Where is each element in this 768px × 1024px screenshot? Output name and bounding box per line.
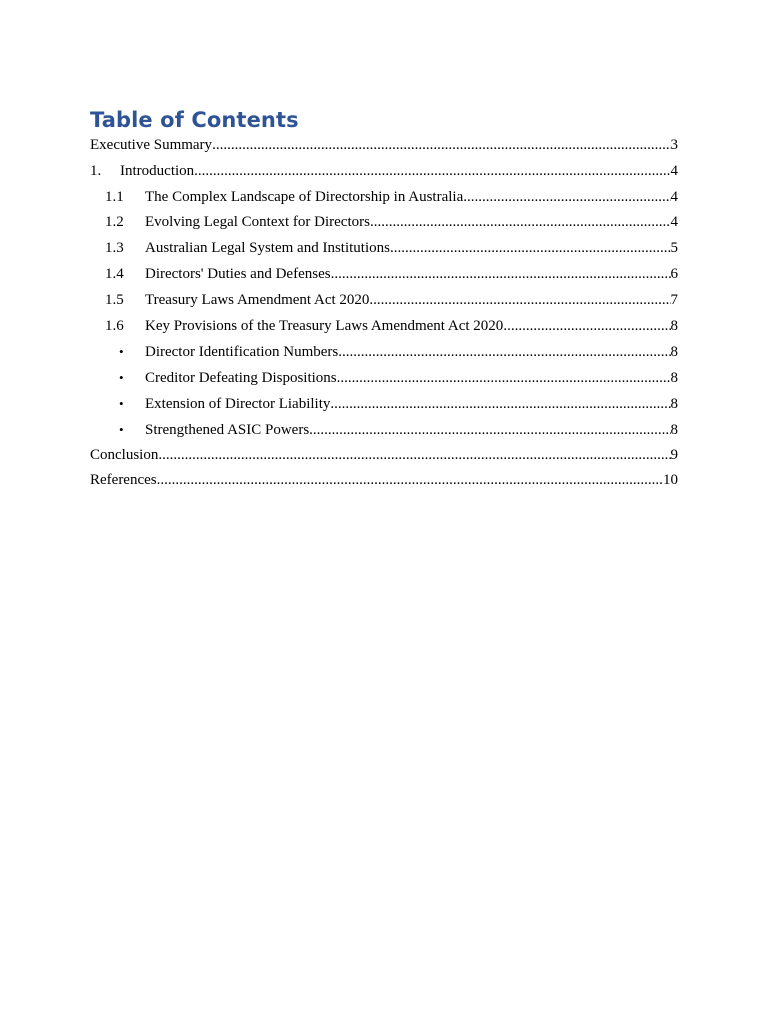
- toc-entry-number: 1.5: [105, 291, 124, 308]
- toc-entry-page-number: 8: [670, 370, 678, 387]
- toc-entry-page-number: 8: [670, 395, 678, 412]
- toc-entry-label: Key Provisions of the Treasury Laws Amendment Act 2020: [145, 317, 504, 334]
- toc-entry[interactable]: [90, 185, 678, 211]
- bullet-icon: •: [119, 344, 124, 360]
- toc-entry[interactable]: [90, 236, 678, 262]
- dot-leader: [330, 392, 670, 417]
- toc-entry[interactable]: [90, 365, 678, 391]
- toc-entry-label: Introduction: [120, 162, 195, 179]
- toc-entry-number: 1.6: [105, 317, 124, 334]
- toc-entry[interactable]: [90, 417, 678, 443]
- toc-entry-number: 1.3: [105, 240, 124, 257]
- toc-entry-page-number: 4: [670, 162, 678, 179]
- toc-entry[interactable]: [90, 314, 678, 340]
- dot-leader: [309, 418, 670, 443]
- dot-leader: [212, 133, 670, 159]
- dot-leader: [158, 443, 670, 469]
- toc-entry-label: References: [90, 472, 157, 489]
- toc-entry[interactable]: [90, 133, 678, 159]
- toc-entry-page-number: 4: [670, 188, 678, 205]
- toc-entry-label: Directors' Duties and Defenses: [145, 265, 331, 282]
- toc-entry[interactable]: [90, 262, 678, 288]
- dot-leader: [370, 210, 671, 236]
- toc-entry[interactable]: [90, 288, 678, 314]
- toc-entry-page-number: 8: [670, 344, 678, 361]
- toc-entry-page-number: 5: [670, 240, 678, 257]
- dot-leader: [463, 185, 670, 211]
- toc-title: Table of Contents: [90, 108, 299, 132]
- toc-entry[interactable]: [90, 210, 678, 236]
- dot-leader: [369, 288, 670, 314]
- toc-entry-number: 1.1: [105, 188, 124, 205]
- toc-entry[interactable]: [90, 391, 678, 417]
- toc-entry-page-number: 10: [663, 472, 678, 489]
- dot-leader: [390, 236, 671, 262]
- toc-entry[interactable]: [90, 443, 678, 469]
- toc-entry-number: 1.: [90, 162, 102, 179]
- dot-leader: [337, 366, 671, 391]
- toc-entry-page-number: 9: [670, 446, 678, 463]
- toc-entry-page-number: 3: [670, 137, 678, 153]
- dot-leader: [503, 314, 670, 340]
- bullet-icon: •: [119, 421, 124, 437]
- toc-entry-page-number: 6: [670, 265, 678, 282]
- toc-entry-number: 1.2: [105, 214, 124, 231]
- toc-entry-label: Treasury Laws Amendment Act 2020: [145, 291, 370, 308]
- toc-entry-label: Strengthened ASIC Powers: [145, 421, 310, 438]
- toc-entry-label: Director Identification Numbers: [145, 344, 339, 361]
- toc-entry-label: The Complex Landscape of Directorship in Australia: [145, 188, 464, 205]
- bullet-icon: •: [119, 395, 124, 411]
- toc-entry-page-number: 8: [670, 317, 678, 334]
- document-page: [90, 107, 678, 494]
- toc-entry-label: Evolving Legal Context for Directors: [145, 214, 370, 231]
- toc-entry-label: Conclusion: [90, 446, 159, 463]
- toc-entry-number: 1.4: [105, 265, 124, 282]
- toc-entry-label: Creditor Defeating Dispositions: [145, 370, 337, 387]
- dot-leader: [157, 468, 663, 494]
- dot-leader: [338, 340, 670, 365]
- toc-entry-page-number: 4: [670, 214, 678, 231]
- toc-list: [90, 133, 678, 494]
- toc-entry-label: Australian Legal System and Institutions: [145, 240, 390, 257]
- dot-leader: [331, 262, 671, 288]
- toc-entry[interactable]: [90, 468, 678, 494]
- dot-leader: [194, 159, 670, 185]
- toc-entry-label: Executive Summary: [90, 137, 213, 153]
- toc-entry[interactable]: [90, 339, 678, 365]
- toc-entry-page-number: 7: [670, 291, 678, 308]
- toc-entry[interactable]: [90, 159, 678, 185]
- bullet-icon: •: [119, 370, 124, 386]
- toc-entry-page-number: 8: [670, 421, 678, 438]
- toc-entry-label: Extension of Director Liability: [145, 395, 331, 412]
